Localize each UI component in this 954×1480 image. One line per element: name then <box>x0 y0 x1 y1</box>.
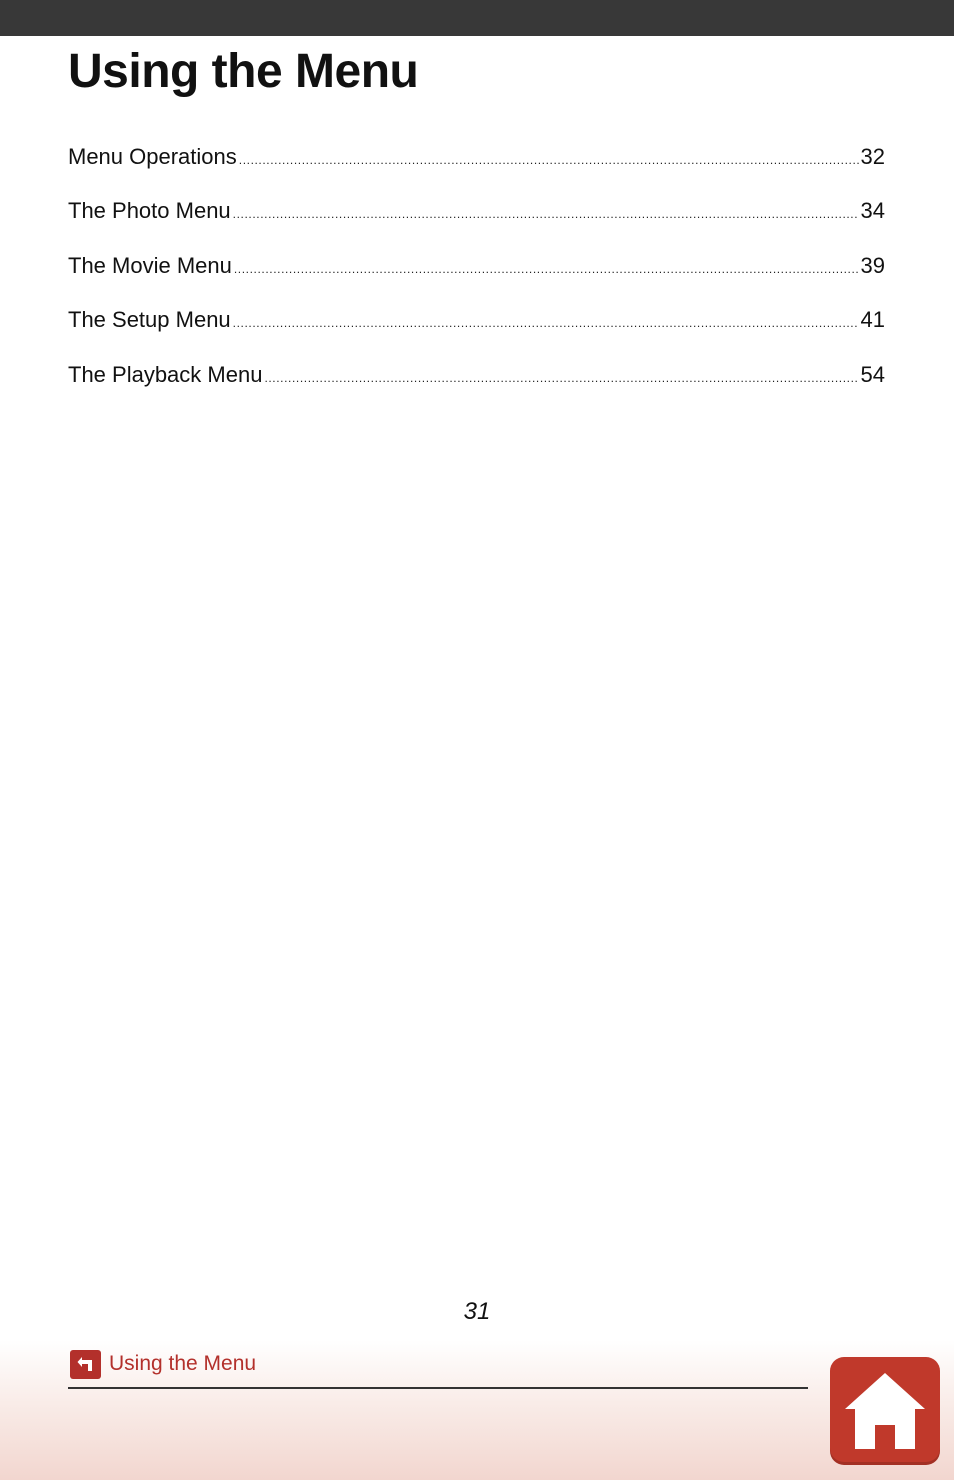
toc-item-label: Menu Operations <box>68 144 237 169</box>
back-arrow-icon <box>70 1350 101 1379</box>
toc-item-label: The Movie Menu <box>68 252 232 278</box>
toc-dot-leader <box>234 262 859 276</box>
toc-item-movie-menu[interactable] <box>68 253 885 307</box>
page-number: 31 <box>463 1298 491 1325</box>
home-button[interactable] <box>830 1357 940 1465</box>
toc-item-page: 54 <box>860 361 885 387</box>
toc-dot-leader <box>239 153 859 167</box>
table-of-contents <box>68 144 885 416</box>
toc-item-page: 34 <box>860 198 885 224</box>
toc-item-label: The Photo Menu <box>68 198 231 224</box>
back-link-label: Using the Menu <box>109 1352 257 1375</box>
top-bar <box>0 0 954 36</box>
toc-item-label: The Setup Menu <box>68 307 231 333</box>
footer-divider <box>68 1387 808 1389</box>
back-to-section-link[interactable] <box>70 1348 256 1380</box>
page-title: Using the Menu <box>68 45 419 98</box>
toc-item-page: 39 <box>860 252 885 278</box>
toc-dot-leader <box>264 371 858 385</box>
toc-item-photo-menu[interactable] <box>68 198 885 252</box>
toc-item-page: 41 <box>860 307 885 333</box>
toc-item-label: The Playback Menu <box>68 361 263 387</box>
toc-dot-leader <box>233 316 859 330</box>
toc-item-page: 32 <box>860 144 885 169</box>
toc-dot-leader <box>233 207 859 221</box>
toc-item-playback-menu[interactable] <box>68 362 885 416</box>
home-icon <box>841 1369 929 1453</box>
toc-item-setup-menu[interactable] <box>68 307 885 361</box>
toc-item-menu-operations[interactable] <box>68 144 885 198</box>
